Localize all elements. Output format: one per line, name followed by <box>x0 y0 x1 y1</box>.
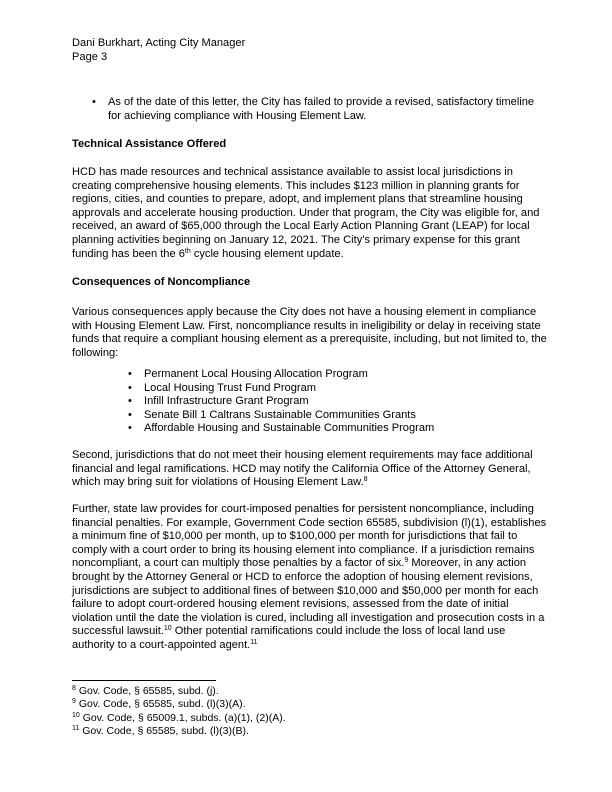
intro-bullet-item: • As of the date of this letter, the City has failed to provide a revised, satisfactory timeline for achieving compliance with Housing Element Law. <box>108 96 548 123</box>
section-heading-consequences: Consequences of Noncompliance <box>72 276 251 288</box>
footnote-10 <box>72 712 372 725</box>
superscript-th: th <box>184 247 191 255</box>
intro-bullet-list <box>108 96 548 123</box>
paragraph-text: Second, jurisdictions that do not meet their housing element requirements may face additional financial and legal ramifications. HCD may notify the California Office of the Attorney General, which may bring suit for violations of Housing Element Law. <box>72 449 533 489</box>
program-item: • Affordable Housing and Sustainable Communities Program <box>144 422 544 436</box>
program-item: • Permanent Local Housing Allocation Program <box>144 368 544 382</box>
footnote-text: Gov. Code, § 65585, subd. (l)(3)(A). <box>75 698 246 711</box>
footnote-number: 9 <box>72 698 76 706</box>
footnote-number: 10 <box>72 711 80 719</box>
paragraph-consequences-intro: Various consequences apply because the City does not have a housing element in compliance with Housing Element Law. First, noncompliance results in ineligibility or delay in receiving state funds that require a compliant housing element as a prerequisite, including, but not limited to, the following: <box>72 306 547 359</box>
program-item: • Infill Infrastructure Grant Program <box>144 395 544 409</box>
footnote-number: 11 <box>72 724 80 732</box>
paragraph-text: Other potential ramifications could include the loss of local land use authority to a court-appointed agent. <box>72 625 506 651</box>
header-recipient: Dani Burkhart, Acting City Manager <box>72 37 246 49</box>
footnote-divider <box>72 680 216 681</box>
footnote-ref-9: 9 <box>404 557 409 565</box>
program-list <box>144 368 544 436</box>
paragraph-text: Moreover, in any action brought by the Attorney General or HCD to enforce the adoption of housing element revisions, jurisdictions are subject to additional fines of between $10,000 and $50,000 per month for each failure to adopt court-ordered housing element revisions, assessed from the date of initial violation until the date the violation is cured, including all investigation and prosecution costs in a successful lawsuit. <box>72 557 545 638</box>
paragraph-text: HCD has made resources and technical assistance available to assist local jurisdictions in creating comprehensive housing elements. This includes $123 million in planning grants for regions, cities, and counties to prepare, adopt, and implement plans that streamline housing approvals and accelerate housing production. Under that program, the City was eligible for, and received, an award of $65,000 through the Local Early Action Planning Grant (LEAP) for local planning activities beginning on January 12, 2021. The City’s primary expense for this grant funding has been the 6 <box>72 166 540 260</box>
program-item: • Local Housing Trust Fund Program <box>144 382 544 396</box>
footnote-9 <box>72 698 372 711</box>
paragraph-text: Further, state law provides for court-imposed penalties for persistent noncompliance, including financial penalties. For example, Government Code section 65585, subdivision (l)(1), establishes a minimum fine of $10,000 per month, up to $100,000 per month for jurisdictions that fail to comply with a court order to bring its housing element into compliance. If a jurisdiction remains noncompliant, a court can multiply those penalties by a factor of six. <box>72 503 547 570</box>
footnote-text: Gov. Code, § 65585, subd. (l)(3)(B). <box>79 724 249 737</box>
paragraph-legal-ramifications <box>72 449 550 490</box>
footnote-11 <box>72 725 372 738</box>
footnote-ref-10: 10 <box>163 625 172 633</box>
header-page-number: Page 3 <box>72 50 108 63</box>
footnote-text: Gov. Code, § 65009.1, subds. (a)(1), (2)(A). <box>79 711 286 724</box>
footnote-ref-8: 8 <box>363 476 368 484</box>
footnote-number: 8 <box>72 685 76 692</box>
paragraph-court-penalties <box>72 503 550 653</box>
section-heading-technical-assistance: Technical Assistance Offered <box>72 138 227 150</box>
page-header <box>72 37 245 64</box>
footnotes <box>72 685 372 738</box>
footnote-text: Gov. Code, § 65585, subd. (j). <box>75 685 219 697</box>
program-item: • Senate Bill 1 Caltrans Sustainable Communities Grants <box>144 409 544 423</box>
paragraph-text: cycle housing element update. <box>190 247 344 260</box>
paragraph-technical-assistance <box>72 166 550 261</box>
footnote-8 <box>72 685 372 698</box>
footnote-ref-11: 11 <box>250 638 258 646</box>
